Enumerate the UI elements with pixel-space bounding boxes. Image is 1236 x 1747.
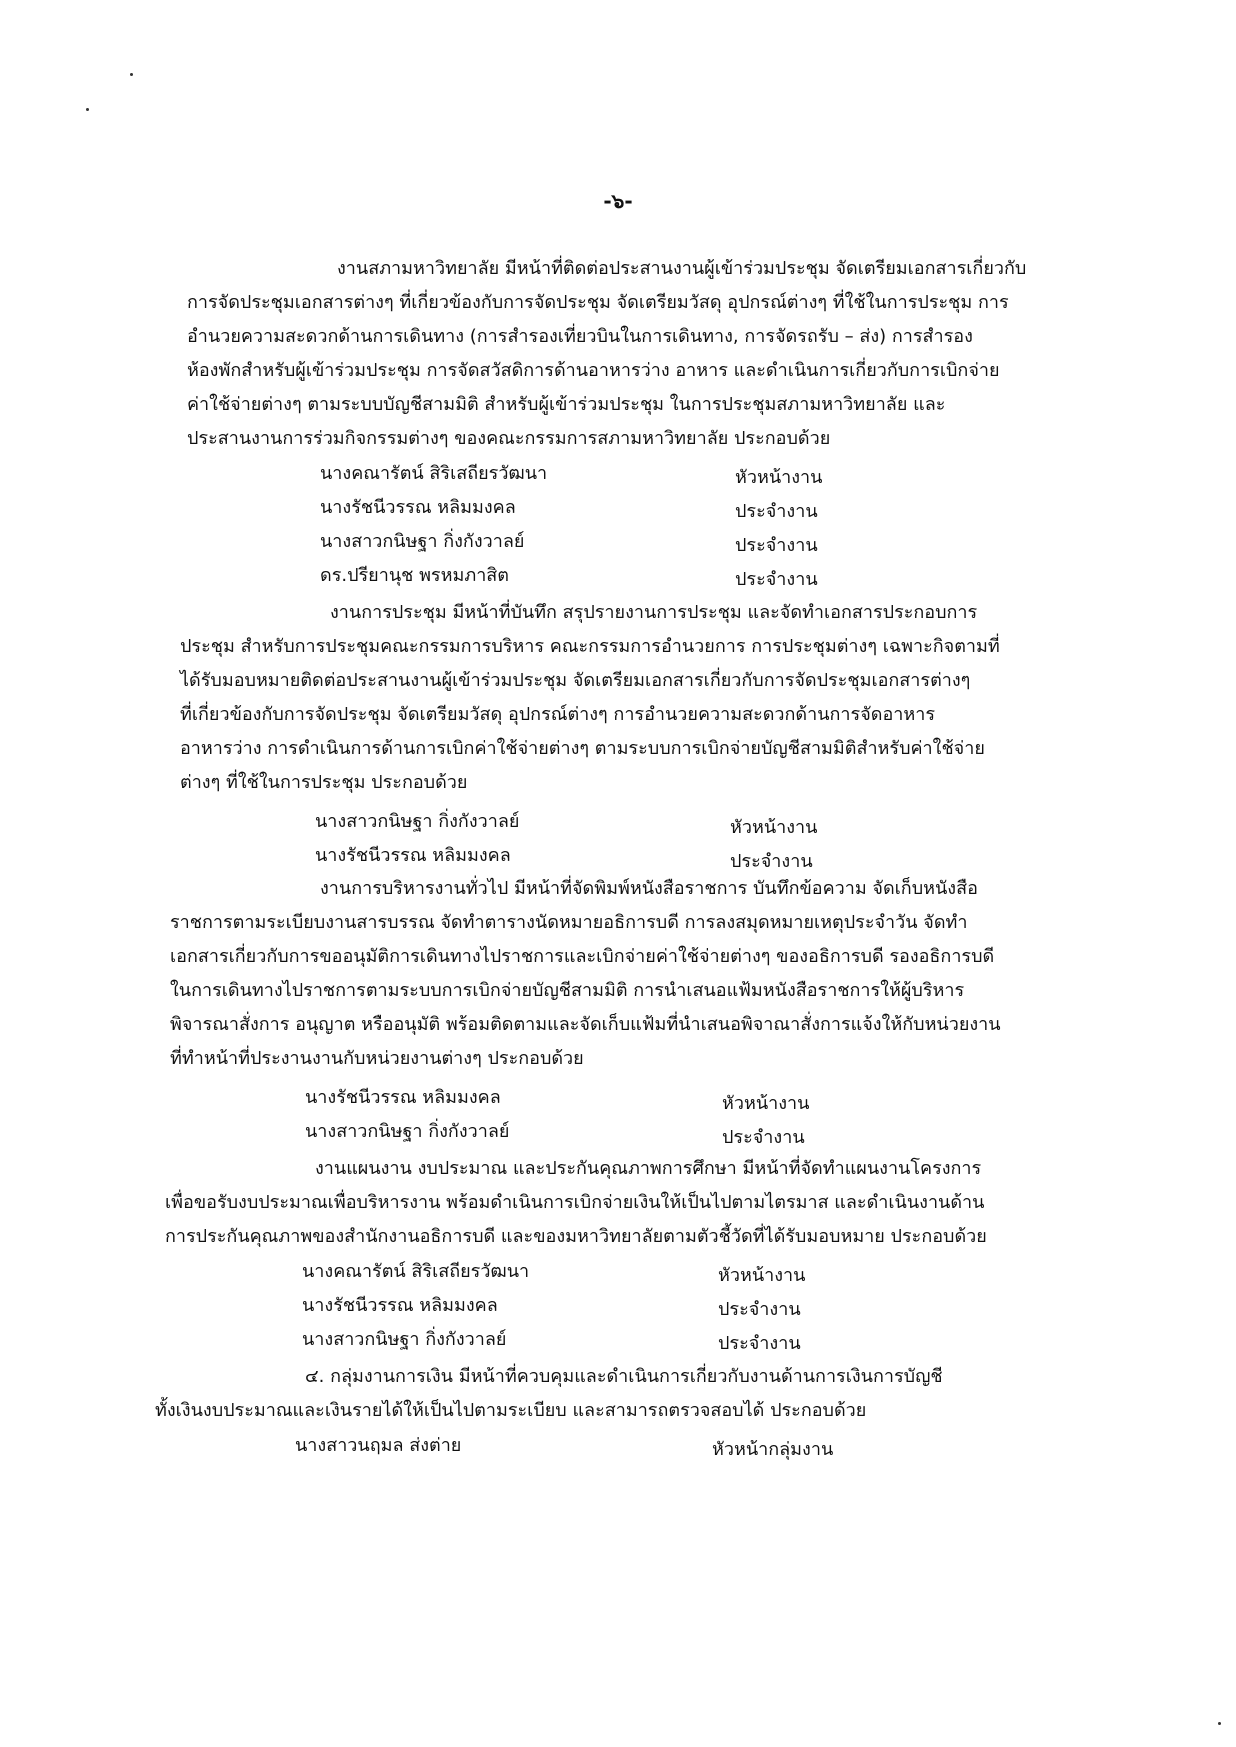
- section-2-paragraph: [180, 596, 1052, 800]
- paragraph-line: ที่เกี่ยวข้องกับการจัดประชุม จัดเตรียมวัสดุ อุปกรณ์ต่างๆ การอำนวยความสะดวกด้านการจัดอาหาร: [180, 704, 936, 725]
- member-name: นางรัชนีวรรณ หลิมมงคล: [305, 1087, 501, 1108]
- member-name: นางสาวกนิษฐา กิ่งกังวาลย์: [315, 811, 520, 832]
- paragraph-line: ประชุม สำหรับการประชุมคณะกรรมการบริหาร คณะกรรมการอำนวยการ การประชุมต่างๆ เฉพาะกิจตามที่: [180, 636, 1000, 657]
- scan-speck: [130, 73, 133, 76]
- paragraph-line: ต่างๆ ที่ใช้ในการประชุม ประกอบด้วย: [180, 772, 468, 793]
- member-name: นางสาวกนิษฐา กิ่งกังวาลย์: [320, 531, 525, 552]
- member-role: ประจำงาน: [730, 851, 813, 872]
- member-role: ประจำงาน: [735, 501, 818, 522]
- member-role: หัวหน้างาน: [722, 1093, 810, 1114]
- paragraph-line: ได้รับมอบหมายติดต่อประสานงานผู้เข้าร่วมประชุม จัดเตรียมเอกสารเกี่ยวกับการจัดประชุมเอกสารต่างๆ: [180, 670, 971, 691]
- paragraph-line: ราชการตามระเบียบงานสารบรรณ จัดทำตารางนัดหมายอธิการบดี การลงสมุดหมายเหตุประจำวัน จัดทำ: [170, 912, 968, 933]
- member-name: นางรัชนีวรรณ หลิมมงคล: [315, 845, 511, 866]
- paragraph-line: การประกันคุณภาพของสำนักงานอธิการบดี และของมหาวิทยาลัยตามตัวชี้วัดที่ได้รับมอบหมาย ประกอบด้วย: [165, 1226, 987, 1247]
- section-4-paragraph: [165, 1152, 1037, 1254]
- scan-speck: [1218, 1722, 1221, 1725]
- member-role: หัวหน้างาน: [735, 467, 823, 488]
- paragraph-line: ค่าใช้จ่ายต่างๆ ตามระบบบัญชีสามมิติ สำหรับผู้เข้าร่วมประชุม ในการประชุมสภามหาวิทยาลัย และ: [187, 394, 946, 415]
- paragraph-line: เพื่อขอรับงบประมาณเพื่อบริหารงาน พร้อมดำเนินการเบิกจ่ายเงินให้เป็นไปตามไตรมาส และดำเนินงานด้าน: [165, 1192, 985, 1213]
- paragraph-line: งานการบริหารงานทั่วไป มีหน้าที่จัดพิมพ์หนังสือราชการ บันทึกข้อความ จัดเก็บหนังสือ: [320, 878, 978, 899]
- paragraph-line: งานแผนงาน งบประมาณ และประกันคุณภาพการศึกษา มีหน้าที่จัดทำแผนงานโครงการ: [315, 1158, 982, 1179]
- member-name: นางรัชนีวรรณ หลิมมงคล: [302, 1295, 498, 1316]
- paragraph-line: งานสภามหาวิทยาลัย มีหน้าที่ติดต่อประสานงานผู้เข้าร่วมประชุม จัดเตรียมเอกสารเกี่ยวกับ: [337, 258, 1027, 279]
- paragraph-line: ๔. กลุ่มงานการเงิน มีหน้าที่ควบคุมและดำเนินการเกี่ยวกับงานด้านการเงินการบัญชี: [305, 1366, 943, 1387]
- member-role: หัวหน้างาน: [730, 817, 818, 838]
- section-5-paragraph: [155, 1360, 1027, 1428]
- member-name: ดร.ปรียานุช พรหมภาสิต: [320, 565, 509, 586]
- member-name: นางคณารัตน์ สิริเสถียรวัฒนา: [320, 463, 548, 484]
- paragraph-line: ในการเดินทางไปราชการตามระบบการเบิกจ่ายบัญชีสามมิติ การนำเสนอแฟ้มหนังสือราชการให้ผู้บริหาร: [170, 980, 965, 1001]
- paragraph-line: ทั้งเงินงบประมาณและเงินรายได้ให้เป็นไปตามระเบียบ และสามารถตรวจสอบได้ ประกอบด้วย: [155, 1400, 867, 1421]
- section-3-paragraph: [170, 872, 1042, 1076]
- paragraph-line: การจัดประชุมเอกสารต่างๆ ที่เกี่ยวข้องกับการจัดประชุม จัดเตรียมวัสดุ อุปกรณ์ต่างๆ ที่ใช้ในการประชุม การ: [187, 292, 1009, 313]
- member-role: ประจำงาน: [722, 1127, 805, 1148]
- member-role: หัวหน้ากลุ่มงาน: [712, 1439, 834, 1460]
- member-role: หัวหน้างาน: [718, 1265, 806, 1286]
- member-role: ประจำงาน: [718, 1333, 801, 1354]
- member-role: ประจำงาน: [735, 569, 818, 590]
- paragraph-line: อาหารว่าง การดำเนินการด้านการเบิกค่าใช้จ่ายต่างๆ ตามระบบการเบิกจ่ายบัญชีสามมิติสำหรับค่าใช้จ่าย: [180, 738, 985, 759]
- member-role: ประจำงาน: [718, 1299, 801, 1320]
- paragraph-line: ที่ทำหน้าที่ประงานงานกับหน่วยงานต่างๆ ประกอบด้วย: [170, 1048, 584, 1069]
- page-number: -๖-: [603, 189, 633, 213]
- member-name: นางสาวกนิษฐา กิ่งกังวาลย์: [305, 1121, 510, 1142]
- member-name: นางคณารัตน์ สิริเสถียรวัฒนา: [302, 1261, 530, 1282]
- paragraph-line: งานการประชุม มีหน้าที่บันทึก สรุปรายงานการประชุม และจัดทำเอกสารประกอบการ: [330, 602, 978, 623]
- scan-speck: [86, 108, 89, 111]
- member-name: นางสาวกนิษฐา กิ่งกังวาลย์: [302, 1329, 507, 1350]
- member-name: นางรัชนีวรรณ หลิมมงคล: [320, 497, 516, 518]
- member-name: นางสาวนฤมล ส่งต่าย: [295, 1435, 462, 1456]
- paragraph-line: ประสานงานการร่วมกิจกรรมต่างๆ ของคณะกรรมการสภามหาวิทยาลัย ประกอบด้วย: [187, 428, 831, 449]
- section-1-paragraph: [187, 252, 1059, 456]
- member-role: ประจำงาน: [735, 535, 818, 556]
- paragraph-line: เอกสารเกี่ยวกับการขออนุมัติการเดินทางไปราชการและเบิกจ่ายค่าใช้จ่ายต่างๆ ของอธิการบดี รองอธิการบดี: [170, 946, 995, 967]
- paragraph-line: พิจารณาสั่งการ อนุญาต หรืออนุมัติ พร้อมติดตามและจัดเก็บแฟ้มที่นำเสนอพิจาณาสั่งการแจ้งให้กับหน่วยงาน: [170, 1014, 1001, 1035]
- paragraph-line: อำนวยความสะดวกด้านการเดินทาง (การสำรองเที่ยวบินในการเดินทาง, การจัดรถรับ – ส่ง) การสำรอง: [187, 326, 973, 347]
- paragraph-line: ห้องพักสำหรับผู้เข้าร่วมประชุม การจัดสวัสดิการด้านอาหารว่าง อาหาร และดำเนินการเกี่ยวกับการเบิกจ่าย: [187, 360, 1000, 381]
